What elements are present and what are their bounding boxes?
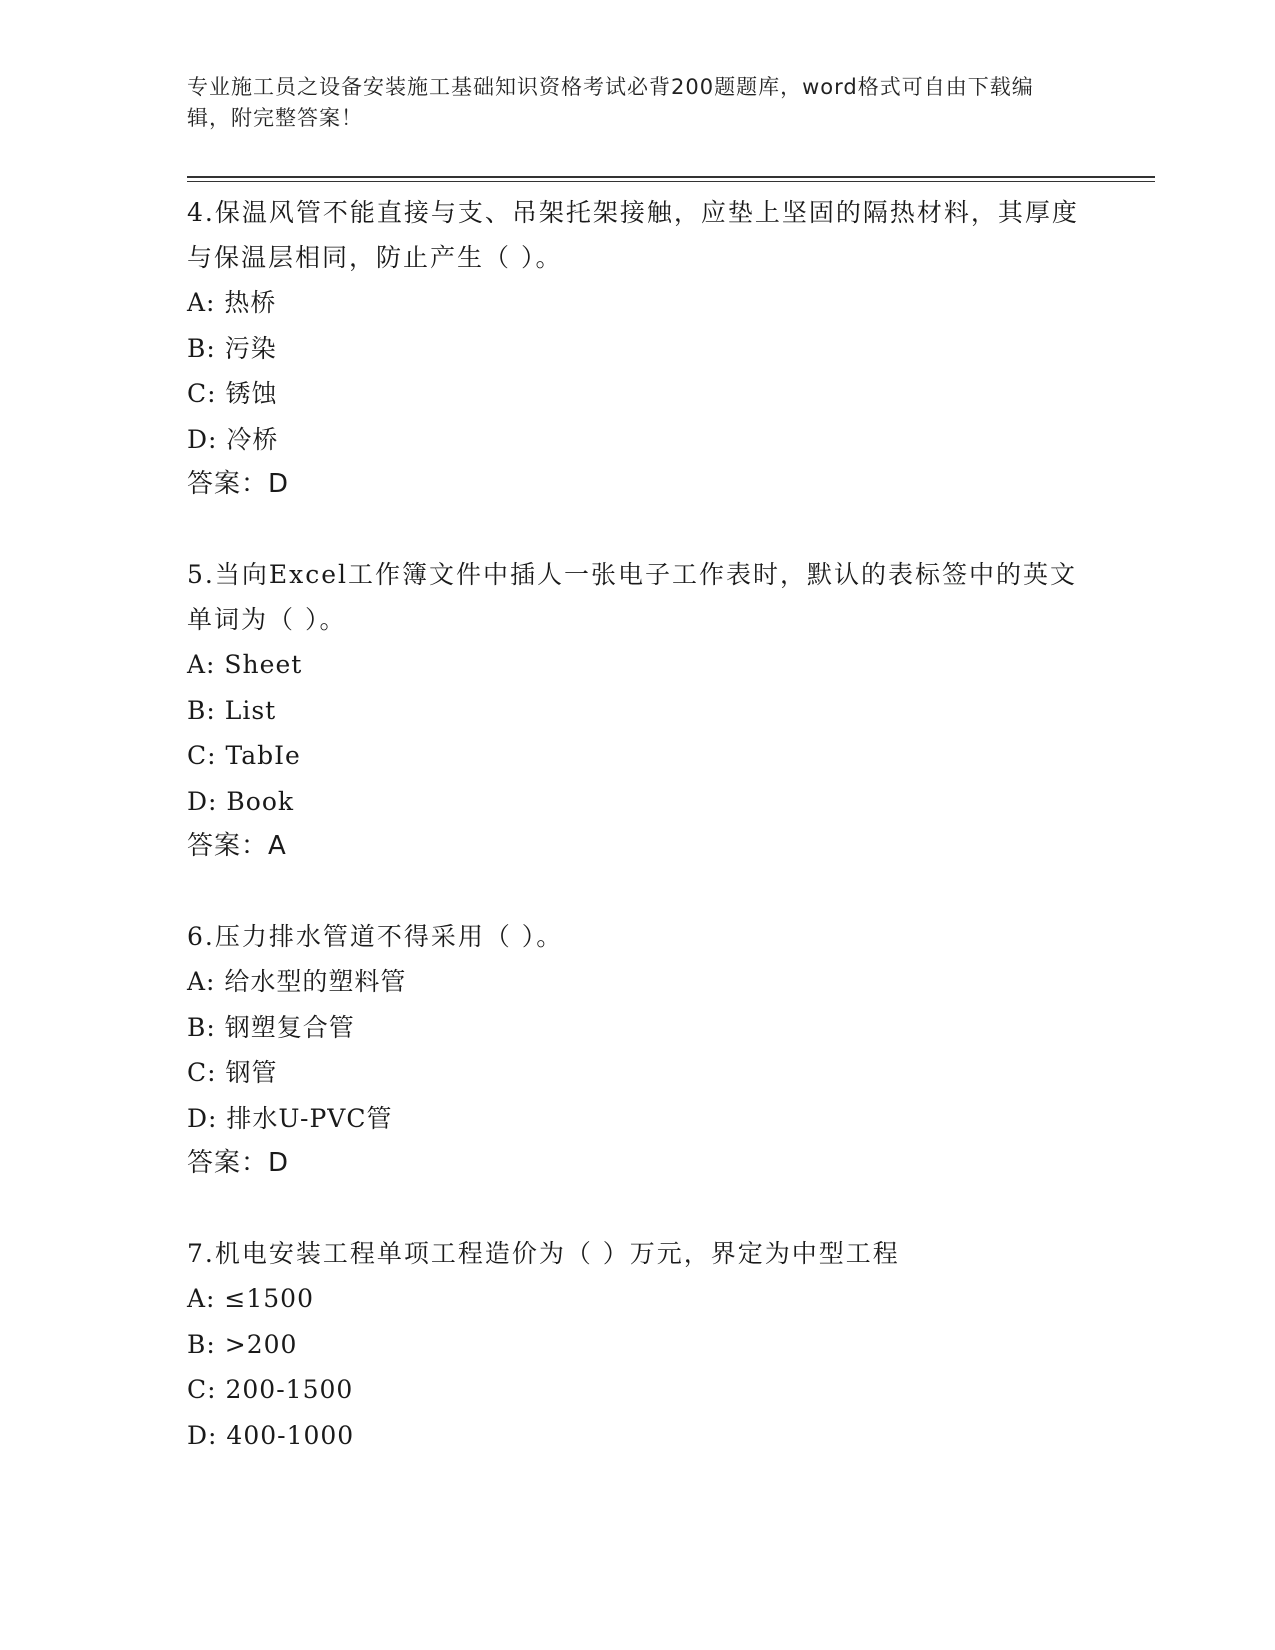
option-a: A: Sheet [187, 650, 303, 679]
question-5 [187, 552, 1087, 869]
question-spacer [187, 869, 1087, 914]
option-d: D: 冷桥 [187, 424, 279, 454]
answer-line: 答案：A [187, 831, 287, 861]
answer-line: 答案：D [187, 1148, 290, 1178]
document-header: 专业施工员之设备安装施工基础知识资格考试必背200题题库，word格式可自由下载编辑，附完整答案！ [187, 75, 1034, 130]
option-c: C: 200-1500 [187, 1375, 354, 1404]
option-b: B: List [187, 695, 277, 725]
question-6 [187, 914, 1087, 1186]
question-4 [187, 190, 1087, 507]
option-c: C: 钢管 [187, 1058, 278, 1087]
option-c: C: TabIe [187, 741, 301, 770]
option-d: D: 排水U-PVC管 [187, 1103, 393, 1133]
question-spacer [187, 507, 1087, 552]
option-d: D: 400-1000 [187, 1420, 355, 1450]
option-b: B: 钢塑复合管 [187, 1012, 355, 1042]
question-7 [187, 1231, 1087, 1458]
question-list [187, 190, 1087, 1458]
question-spacer [187, 1186, 1087, 1231]
option-a: A: ≤1500 [187, 1284, 314, 1313]
option-a: A: 热桥 [187, 288, 277, 317]
header-divider-thin [187, 181, 1155, 182]
question-stem: 7.机电安装工程单项工程造价为（ ）万元，界定为中型工程 [187, 1239, 900, 1268]
option-a: A: 给水型的塑料管 [187, 967, 407, 996]
option-b: B: 污染 [187, 333, 277, 363]
question-stem: 4.保温风管不能直接与支、吊架托架接触，应垫上坚固的隔热材料，其厚度与保温层相同，防止产生（ ）。 [187, 198, 1079, 272]
header-divider-thick [187, 176, 1155, 178]
option-d: D: Book [187, 786, 295, 816]
answer-line: 答案：D [187, 469, 290, 499]
question-stem: 5.当向Excel工作簿文件中插人一张电子工作表时，默认的表标签中的英文单词为（ ）。 [187, 560, 1077, 634]
option-b: B: >200 [187, 1329, 298, 1359]
option-c: C: 锈蚀 [187, 379, 278, 408]
question-stem: 6.压力排水管道不得采用（ ）。 [187, 922, 564, 951]
